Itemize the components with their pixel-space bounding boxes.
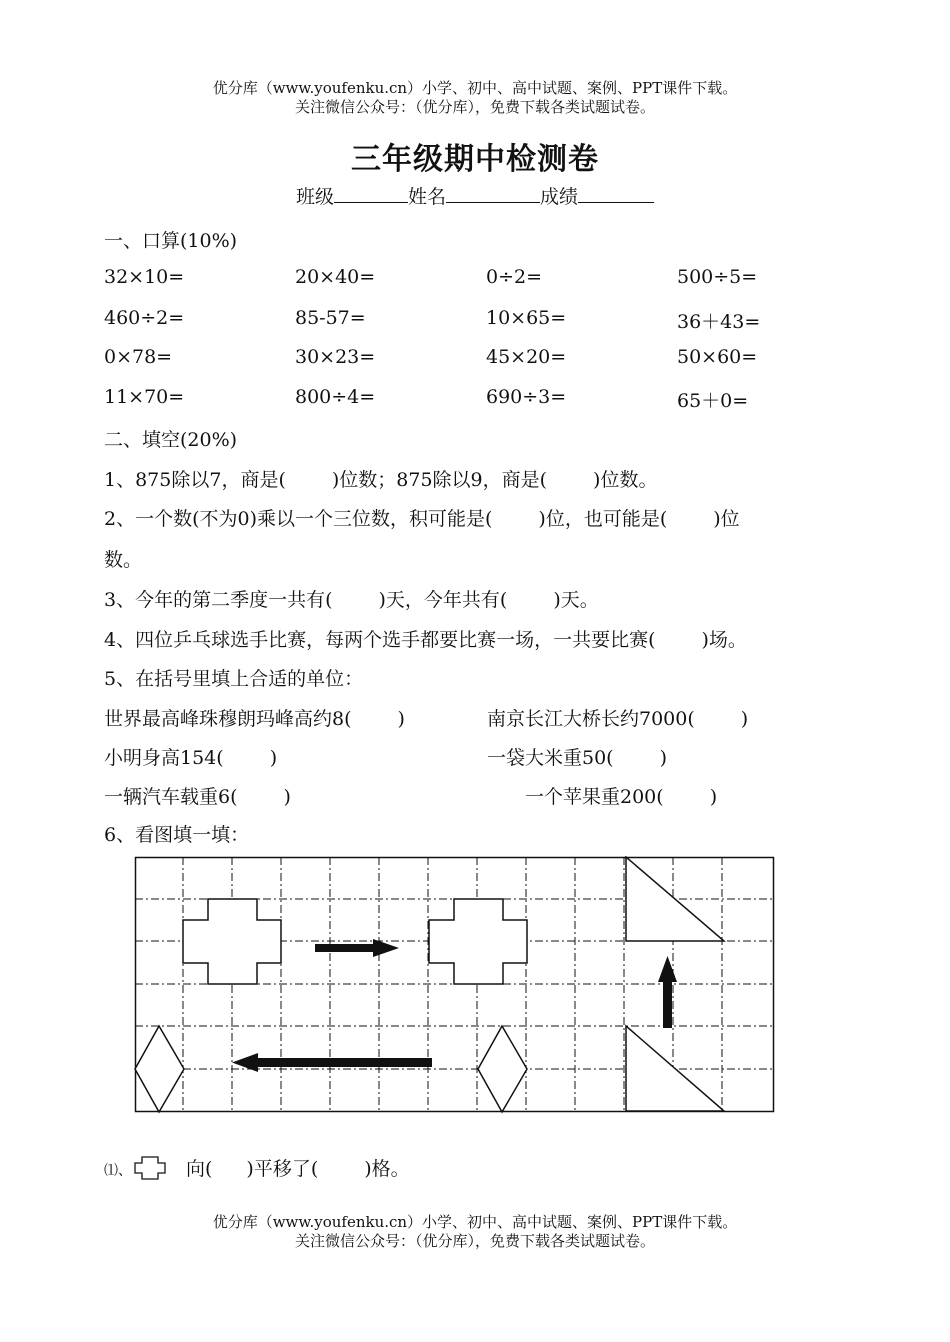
student-info-line <box>0 182 950 209</box>
section2-heading: 二、填空(20%) <box>104 429 238 451</box>
footer-line-1: 优分库（www.youfenku.cn）小学、初中、高中试题、案例、PPT课件下载。 <box>212 1213 738 1231</box>
section1-heading: 一、口算(10%) <box>104 230 238 252</box>
unit-item-close: ) <box>740 708 749 730</box>
calc-item: 45×20= <box>486 346 567 368</box>
unit-item <box>104 782 291 809</box>
unit-item-close: ) <box>283 786 291 808</box>
unit-item-text: 一个苹果重200( <box>525 786 664 808</box>
page-title: 三年级期中检测卷 <box>351 142 599 177</box>
unit-item <box>487 743 667 770</box>
arrow-right-icon <box>315 939 399 957</box>
triangle-shape-bottom <box>626 1026 724 1111</box>
unit-item-close: ) <box>397 708 405 730</box>
triangle-shape-top <box>626 857 724 941</box>
class-label: 班级 <box>295 186 334 208</box>
question-1 <box>104 465 657 492</box>
unit-item-close: ) <box>659 747 668 769</box>
question-6: 6、看图填一填： <box>104 824 250 846</box>
cross-shape-moved <box>429 899 527 984</box>
q3-text-a: 3、今年的第二季度一共有( <box>104 589 333 611</box>
calc-item: 11×70= <box>104 386 185 408</box>
q4-text-b: )场。 <box>701 629 747 651</box>
q6-1-text-c: )格。 <box>364 1158 410 1180</box>
unit-item-close: ) <box>709 786 718 808</box>
calc-item: 500÷5= <box>677 266 758 288</box>
unit-item-text: 一辆汽车载重6( <box>104 786 238 808</box>
sub-question-number: ⑴、 <box>104 1163 132 1179</box>
cross-shape-icon <box>132 1155 168 1181</box>
q1-text-a: 1、875除以7，商是( <box>104 469 286 491</box>
q2-text-a: 2、一个数(不为0)乘以一个三位数，积可能是( <box>104 508 493 530</box>
cross-shape-original <box>183 899 281 984</box>
calc-item: 36＋43= <box>677 311 761 333</box>
diamond-shape-right <box>478 1026 527 1112</box>
q1-text-b: )位数；875除以9，商是( <box>331 469 548 491</box>
q4-text-a: 4、四位乒乓球选手比赛，每两个选手都要比赛一场，一共要比赛( <box>104 629 656 651</box>
score-label: 成绩 <box>540 186 579 208</box>
calc-item: 20×40= <box>295 266 376 288</box>
name-blank[interactable] <box>446 184 540 203</box>
question-2-continued: 数。 <box>104 549 143 571</box>
translation-grid-figure <box>134 856 776 1114</box>
calc-item: 800÷4= <box>295 386 376 408</box>
question-3 <box>104 585 599 612</box>
unit-item <box>104 743 277 770</box>
unit-item-text: 一袋大米重50( <box>487 747 614 769</box>
calc-item: 0×78= <box>104 346 173 368</box>
q2-text-b: )位，也可能是( <box>538 508 668 530</box>
footer-line-2: 关注微信公众号：（优分库），免费下载各类试题试卷。 <box>294 1232 655 1250</box>
question-2 <box>104 504 740 531</box>
unit-item-text: 世界最高峰珠穆朗玛峰高约8( <box>104 708 352 730</box>
unit-item <box>104 704 405 731</box>
question-5: 5、在括号里填上合适的单位： <box>104 668 364 690</box>
unit-item <box>487 704 748 731</box>
score-blank[interactable] <box>578 184 654 203</box>
diamond-shape-left <box>135 1026 184 1112</box>
question-4 <box>104 625 747 652</box>
calc-item: 460÷2= <box>104 307 185 329</box>
q6-1-text-a: 向( <box>186 1158 213 1180</box>
class-blank[interactable] <box>334 184 408 203</box>
q2-text-c: )位 <box>713 508 740 530</box>
calc-item: 10×65= <box>486 307 567 329</box>
name-label: 姓名 <box>407 186 446 208</box>
question-6-1 <box>104 1154 410 1181</box>
q3-text-c: )天。 <box>553 589 599 611</box>
q3-text-b: )天，今年共有( <box>378 589 508 611</box>
arrow-up-icon <box>658 956 677 1028</box>
header-line-1: 优分库（www.youfenku.cn）小学、初中、高中试题、案例、PPT课件下载。 <box>212 79 738 97</box>
calc-item: 32×10= <box>104 266 185 288</box>
calc-item: 0÷2= <box>486 266 543 288</box>
calc-item: 50×60= <box>677 346 758 368</box>
unit-item-text: 南京长江大桥长约7000( <box>487 708 695 730</box>
unit-item-close: ) <box>269 747 278 769</box>
unit-item <box>525 782 717 809</box>
calc-item: 85-57= <box>295 307 366 329</box>
header-line-2: 关注微信公众号：（优分库），免费下载各类试题试卷。 <box>294 98 655 116</box>
q1-text-c: )位数。 <box>593 469 658 491</box>
q6-1-text-b: )平移了( <box>246 1158 319 1180</box>
unit-item-text: 小明身高154( <box>104 747 224 769</box>
calc-item: 65＋0= <box>677 390 749 412</box>
calc-item: 690÷3= <box>486 386 567 408</box>
calc-item: 30×23= <box>295 346 376 368</box>
